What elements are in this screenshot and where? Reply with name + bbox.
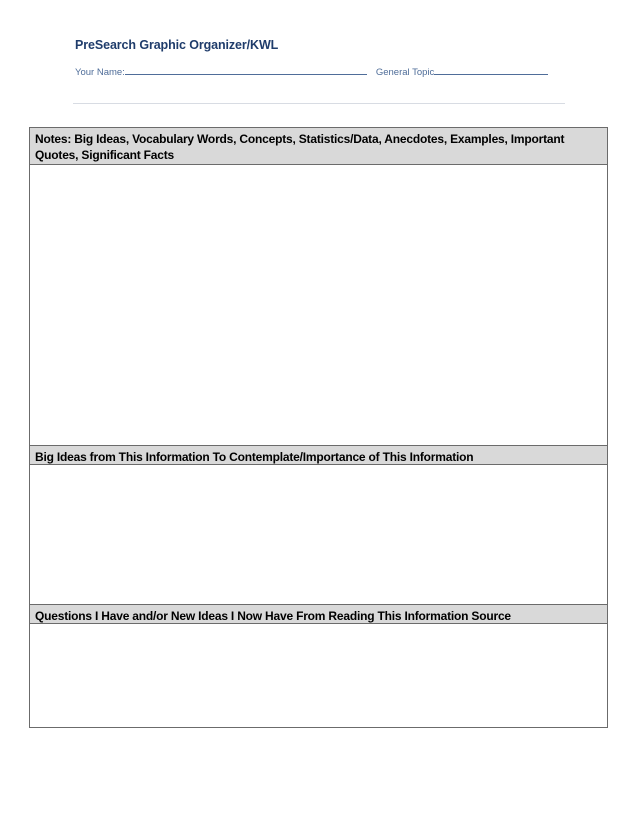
your-name-blank[interactable] [125,65,367,75]
questions-section-area[interactable] [30,624,607,727]
big-ideas-section-heading: Big Ideas from This Information To Contemplate/Importance of This Information [30,445,607,465]
page-title: PreSearch Graphic Organizer/KWL [75,38,279,52]
notes-section-heading: Notes: Big Ideas, Vocabulary Words, Concepts, Statistics/Data, Anecdotes, Examples, Important Quotes, Significant Facts [30,128,607,165]
general-topic-label: General Topic [375,67,435,78]
notes-section-area[interactable] [30,165,607,445]
questions-section-heading: Questions I Have and/or New Ideas I Now Have From Reading This Information Source [30,604,607,624]
student-info-line [75,65,548,78]
your-name-label: Your Name: [75,67,125,78]
graphic-organizer-table [29,127,608,728]
big-ideas-section-area[interactable] [30,465,607,604]
general-topic-blank[interactable] [434,65,548,75]
header-divider [73,103,565,104]
